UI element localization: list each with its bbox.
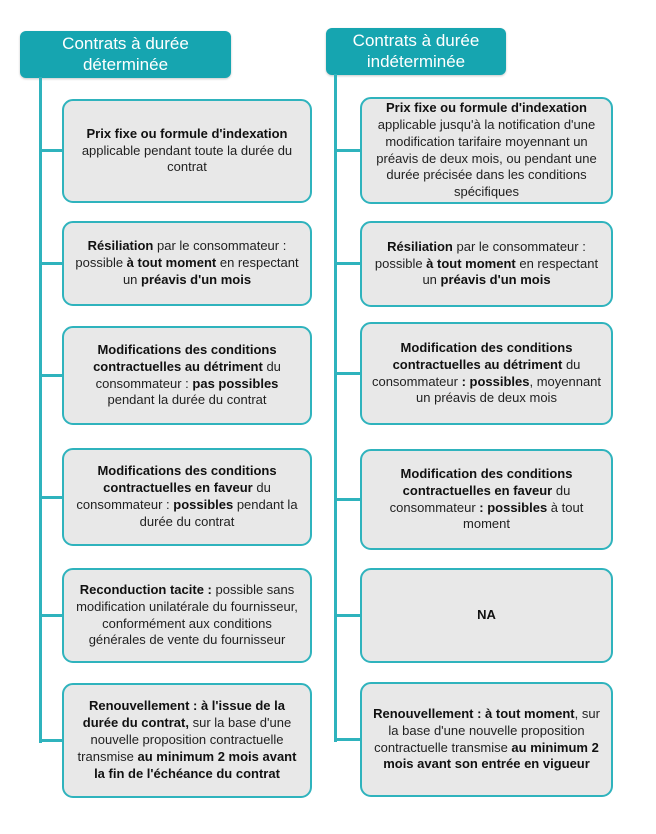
connector-line <box>336 262 360 265</box>
box-text: Modification des conditions contractuelles au détriment du consommateur : possibles, moyennant un préavis de deux mois <box>371 339 602 406</box>
box-text: Renouvellement : à l'issue de la durée du contrat, sur la base d'une nouvelle proposition contractuelle transmise au minimum 2 mois avant la fin de l'échéance du contrat <box>77 698 297 781</box>
connector-line <box>336 149 360 152</box>
box-text: Prix fixe ou formule d'indexation applicable pendant toute la durée du contrat <box>81 125 293 175</box>
trunk-line <box>334 74 337 742</box>
box-text: Modifications des conditions contractuelles en faveur du consommateur : possibles pendant la durée du contrat <box>76 463 298 529</box>
box-text: Modifications des conditions contractuelles au détriment du consommateur : pas possibles pendant la durée du contrat <box>93 341 281 408</box>
box-text: Résiliation par le consommateur : possible à tout moment en respectant un préavis d'un mois <box>374 238 599 288</box>
header-contrats-duree-indeterminee: Contrats à durée indéterminée <box>326 28 506 75</box>
box-text: NA <box>477 607 496 623</box>
connector-line <box>336 614 360 617</box>
box-cdi-prix-fixe <box>360 97 613 204</box>
box-text: Reconduction tacite : possible sans modification unilatérale du fournisseur, conformément aux conditions générales de vente du fournisseur <box>76 581 298 648</box>
box-text: Prix fixe ou formule d'indexation applicable jusqu'à la notification d'une modification tarifaire moyennant un préavis de deux mois, ou pendant une durée précisée dans les conditions spécifiques <box>376 99 597 200</box>
header-contrats-duree-determinee: Contrats à durée déterminée <box>20 31 231 78</box>
box-cdi-renouvellement <box>360 682 613 797</box>
box-text: Résiliation par le consommateur : possible à tout moment en respectant un préavis d'un mois <box>75 238 299 287</box>
connector-line <box>336 498 360 501</box>
connector-line <box>336 738 360 741</box>
box-cdi-modification-detriment <box>360 322 613 425</box>
box-text: Renouvellement : à tout moment, sur la base d'une nouvelle proposition contractuelle transmise au minimum 2 mois avant son entrée en vigueur <box>373 705 600 772</box>
box-text: Modification des conditions contractuelles en faveur du consommateur : possibles à tout moment <box>389 465 584 532</box>
box-cdi-na <box>360 568 613 663</box>
connector-line <box>336 372 360 375</box>
box-cdi-modification-faveur <box>360 449 613 550</box>
box-cdi-resiliation <box>360 221 613 307</box>
